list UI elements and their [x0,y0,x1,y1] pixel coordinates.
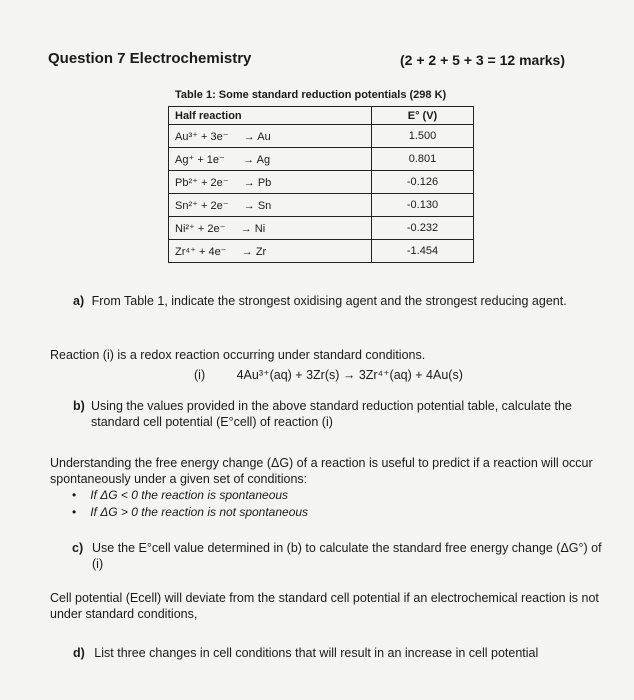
potential-cell: 1.500 [372,125,474,148]
question-d-label: d) [73,646,85,660]
half-reaction-cell: Au³⁺ + 3e⁻ → Au [169,125,372,148]
potential-cell: 0.801 [372,148,474,171]
equation-text: 4Au³⁺(aq) + 3Zr(s) → 3Zr⁴⁺(aq) + 4Au(s) [236,368,463,382]
question-a-text: From Table 1, indicate the strongest oxidising agent and the strongest reducing agent. [91,294,567,308]
reaction-intro: Reaction (i) is a redox reaction occurring under standard conditions. [50,348,426,362]
question-a-label: a) [73,294,85,308]
col-header-potential: E° (V) [372,107,474,125]
question-title: Question 7 Electrochemistry [48,50,252,67]
half-reaction-cell: Pb²⁺ + 2e⁻ → Pb [169,171,372,194]
list-item: • If ΔG < 0 the reaction is spontaneous [72,488,289,502]
reaction-equation [194,367,463,382]
equation-number: (i) [194,368,206,382]
question-a [73,294,567,308]
potential-cell: -0.130 [372,194,474,217]
col-header-half-reaction: Half reaction [169,107,372,125]
table-row [169,171,474,194]
table-row [169,125,474,148]
marks-allocation: (2 + 2 + 5 + 3 = 12 marks) [400,52,566,68]
list-item: • If ΔG > 0 the reaction is not spontaneous [72,505,309,519]
half-reaction-cell: Ag⁺ + 1e⁻ → Ag [169,148,372,171]
half-reaction-cell: Zr⁴⁺ + 4e⁻ → Zr [169,240,372,263]
table-row [169,217,474,240]
potential-cell: -0.126 [372,171,474,194]
question-b-text: Using the values provided in the above standard reduction potential table, calculate the standard cell potential (E°cell) of reaction (i) [91,399,572,429]
half-reaction-cell: Sn²⁺ + 2e⁻ → Sn [169,194,372,217]
spontaneity-bullets [72,487,308,521]
free-energy-intro: Understanding the free energy change (ΔG) of a reaction is useful to predict if a reaction will occur spontaneously under a given set of conditions: [50,456,593,486]
reduction-potential-table [168,106,474,263]
cell-potential-note: Cell potential (Ecell) will deviate from the standard cell potential if an electrochemical reaction is not under standard conditions, [50,591,599,621]
table-row [169,148,474,171]
table-row [169,194,474,217]
potential-cell: -0.232 [372,217,474,240]
question-c-label: c) [72,541,84,555]
table-caption: Table 1: Some standard reduction potentials (298 K) [175,89,447,101]
question-d-text: List three changes in cell conditions that will result in an increase in cell potential [94,646,539,660]
table-row [169,240,474,263]
question-d [73,646,538,660]
potential-cell: -1.454 [372,240,474,263]
question-c-text: Use the E°cell value determined in (b) to calculate the standard free energy change (ΔG°) of (i) [92,541,602,571]
question-b [73,398,593,430]
half-reaction-cell: Ni²⁺ + 2e⁻ → Ni [169,217,372,240]
question-c [72,540,602,572]
question-b-label: b) [73,399,85,413]
